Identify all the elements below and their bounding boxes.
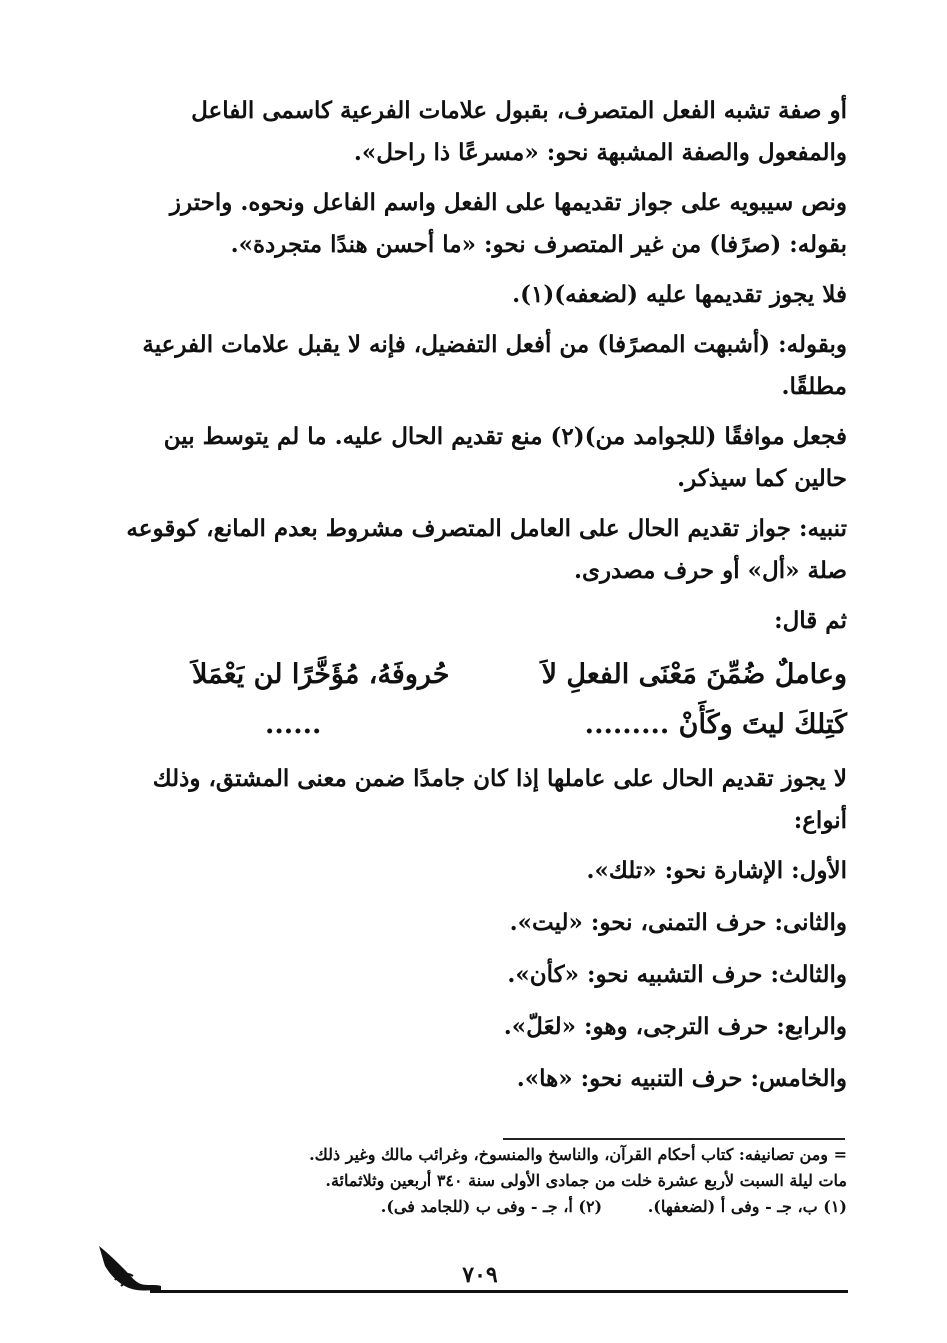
verse-hemistich: وعاملٌ ضُمِّنَ مَعْنَى الفعلِ لاَ <box>541 659 847 690</box>
bottom-divider <box>150 1290 848 1293</box>
footnote-2: (٢) أ، جـ - وفى ب (للجامد فى). <box>380 1197 603 1216</box>
footnote-1: (١) ب، جـ - وفى أ (لضعفها). <box>647 1197 847 1216</box>
page-number: ٧٠٩ <box>462 1262 498 1288</box>
footnote-line: = ومن تصانيفه: كتاب أحكام القرآن، والناسخ والمنسوخ، وغرائب مالك وغير ذلك. <box>309 1145 847 1164</box>
footnote-line <box>100 1194 847 1220</box>
footnotes <box>100 1142 847 1220</box>
text-line: صلة «أل» أو حرف مصدرى. <box>573 557 847 584</box>
verse-hemistich: ...... <box>265 709 322 740</box>
text-line: حالين كما سيذكر. <box>677 465 847 492</box>
text-line: فلا يجوز تقديمها عليه (لضعفه)(١). <box>512 281 847 308</box>
text-line: أو صفة تشبه الفعل المتصرف، بقبول علامات الفرعية كاسمى الفاعل <box>191 97 847 124</box>
hand-ornament-icon <box>95 1240 165 1296</box>
paragraph <box>100 182 847 266</box>
paragraph <box>100 274 847 316</box>
poem-verse <box>100 650 847 754</box>
verse-hemistich: كَتِلكَ ليتَ وكَأَنْ ......... <box>584 709 847 740</box>
text-line: والمفعول والصفة المشبهة نحو: «مسرعًا ذا راحل». <box>353 139 847 166</box>
text-line: ثم قال: <box>774 607 847 634</box>
list-item: الأول: الإشارة نحو: «تلك». <box>586 857 847 884</box>
types-list <box>100 850 847 1100</box>
list-item: والثالث: حرف التشبيه نحو: «كأن». <box>507 961 847 988</box>
paragraph <box>100 90 847 174</box>
footnote-divider <box>503 1138 845 1140</box>
paragraph <box>100 600 847 642</box>
list-item: والخامس: حرف التنبيه نحو: «ها». <box>516 1065 847 1092</box>
text-line: فجعل موافقًا (للجوامد من)(٢) منع تقديم الحال عليه. ما لم يتوسط بين <box>163 423 847 450</box>
verse-hemistich: حُروفَهُ، مُؤَخَّرًا لن يَعْمَلاَ <box>192 659 450 690</box>
paragraph <box>100 508 847 592</box>
list-item: والثانى: حرف التمنى، نحو: «ليت». <box>509 909 847 936</box>
main-text <box>100 90 847 1110</box>
text-line: أنواع: <box>793 807 847 834</box>
text-line: مطلقًا. <box>781 373 847 400</box>
list-item: والرابع: حرف الترجى، وهو: «لعَلّ». <box>503 1013 847 1040</box>
text-line: بقوله: (صرًفا) من غير المتصرف نحو: «ما أحسن هندًا متجردة». <box>230 231 847 258</box>
text-line: ونص سيبويه على جواز تقديمها على الفعل واسم الفاعل ونحوه. واحترز <box>169 189 847 216</box>
paragraph <box>100 416 847 500</box>
footnote-line: مات ليلة السبت لأربع عشرة خلت من جمادى الأولى سنة ٣٤٠ أربعين وثلاثمائة. <box>325 1171 847 1190</box>
paragraph <box>100 758 847 842</box>
text-line: لا يجوز تقديم الحال على عاملها إذا كان جامدًا ضمن معنى المشتق، وذلك <box>152 765 847 792</box>
paragraph <box>100 324 847 408</box>
text-line: تنبيه: جواز تقديم الحال على العامل المتصرف مشروط بعدم المانع، كوقوعه <box>126 515 847 542</box>
text-line: وبقوله: (أشبهت المصرًفا) من أفعل التفضيل، فإنه لا يقبل علامات الفرعية <box>142 331 847 358</box>
